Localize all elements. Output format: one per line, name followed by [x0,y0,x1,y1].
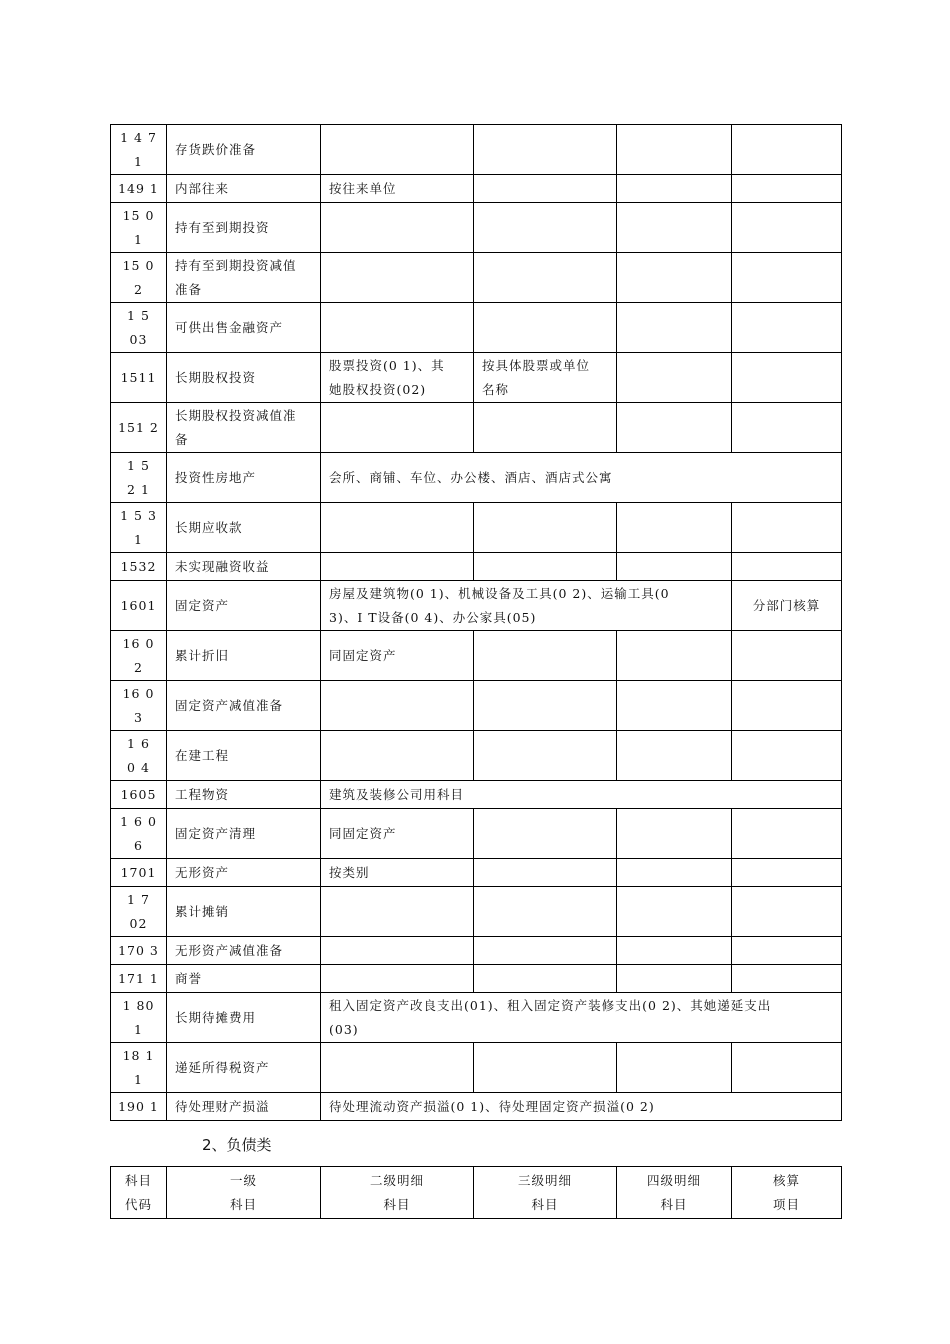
level2-detail: 股票投资(0 1)、其 她股权投资(02) [321,353,474,403]
level3-detail [474,965,617,993]
account-code: 1 7 02 [111,887,167,937]
accounting-item [732,965,842,993]
level2-detail: 建筑及装修公司用科目 [321,781,842,809]
table-row [111,453,842,503]
table-row [111,581,842,631]
account-code: 1601 [111,581,167,631]
table-row [111,175,842,203]
accounting-item [732,125,842,175]
level1-subject: 递延所得税资产 [167,1043,321,1093]
level3-detail [474,681,617,731]
table-row [111,1093,842,1121]
account-code: 1 5 03 [111,303,167,353]
level2-detail: 按类别 [321,859,474,887]
level1-subject: 持有至到期投资减值 准备 [167,253,321,303]
table-row [111,809,842,859]
level4-detail [617,681,732,731]
accounting-item [732,253,842,303]
accounting-item [732,203,842,253]
level3-detail [474,937,617,965]
level4-detail [617,175,732,203]
level4-detail [617,631,732,681]
level2-detail: 租入固定资产改良支出(01)、租入固定资产装修支出(0 2)、其她递延支出 (03) [321,993,842,1043]
level4-detail [617,353,732,403]
account-code: 18 1 1 [111,1043,167,1093]
table-row [111,125,842,175]
level4-detail [617,887,732,937]
table-row [111,731,842,781]
table-row [111,303,842,353]
level1-subject: 在建工程 [167,731,321,781]
account-code: 171 1 [111,965,167,993]
asset-accounts-table [110,124,842,1121]
accounting-item [732,503,842,553]
level3-detail [474,859,617,887]
level1-subject: 工程物资 [167,781,321,809]
account-code: 170 3 [111,937,167,965]
level1-subject: 长期应收款 [167,503,321,553]
account-code: 15 0 2 [111,253,167,303]
account-code: 1605 [111,781,167,809]
accounting-item: 分部门核算 [732,581,842,631]
table-row [111,203,842,253]
accounting-item [732,403,842,453]
level1-subject: 累计折旧 [167,631,321,681]
level3-detail [474,809,617,859]
level4-detail [617,553,732,581]
level4-detail [617,859,732,887]
account-code: 149 1 [111,175,167,203]
level1-subject: 固定资产 [167,581,321,631]
level2-detail: 同固定资产 [321,809,474,859]
account-code: 1511 [111,353,167,403]
level2-detail: 房屋及建筑物(0 1)、机械设备及工具(0 2)、运输工具(0 3)、I T设备(0 4)、办公家具(05) [321,581,732,631]
account-code: 1 80 1 [111,993,167,1043]
account-code: 1 6 0 4 [111,731,167,781]
level4-detail [617,203,732,253]
account-code: 1 6 0 6 [111,809,167,859]
table-row [111,631,842,681]
level1-subject: 未实现融资收益 [167,553,321,581]
liability-header-row [111,1167,842,1219]
level3-detail: 按具体股票或单位 名称 [474,353,617,403]
header-level3: 三级明细 科目 [474,1167,617,1219]
table-row [111,1043,842,1093]
level2-detail: 同固定资产 [321,631,474,681]
level1-subject: 商誉 [167,965,321,993]
accounting-item [732,887,842,937]
accounting-item [732,859,842,887]
level1-subject: 长期股权投资减值准 备 [167,403,321,453]
account-code: 1 5 3 1 [111,503,167,553]
accounting-item [732,681,842,731]
header-accounting-item: 核算 项目 [732,1167,842,1219]
account-code: 1 4 7 1 [111,125,167,175]
level2-detail: 会所、商铺、车位、办公楼、酒店、酒店式公寓 [321,453,842,503]
accounting-item [732,1043,842,1093]
level3-detail [474,887,617,937]
level1-subject: 无形资产减值准备 [167,937,321,965]
header-level4: 四级明细 科目 [617,1167,732,1219]
level2-detail [321,403,474,453]
account-code: 15 0 1 [111,203,167,253]
level4-detail [617,125,732,175]
table-row [111,353,842,403]
table-row [111,553,842,581]
level1-subject: 累计摊销 [167,887,321,937]
level1-subject: 无形资产 [167,859,321,887]
table-row [111,403,842,453]
level3-detail [474,731,617,781]
account-code: 16 0 3 [111,681,167,731]
level2-detail [321,303,474,353]
account-code: 190 1 [111,1093,167,1121]
level2-detail: 按往来单位 [321,175,474,203]
level3-detail [474,503,617,553]
level1-subject: 固定资产清理 [167,809,321,859]
table-row [111,859,842,887]
level4-detail [617,503,732,553]
level3-detail [474,253,617,303]
level2-detail [321,503,474,553]
level3-detail [474,125,617,175]
level1-subject: 固定资产减值准备 [167,681,321,731]
accounting-item [732,303,842,353]
level1-subject: 待处理财产损溢 [167,1093,321,1121]
level2-detail [321,731,474,781]
level2-detail [321,937,474,965]
level2-detail [321,125,474,175]
account-code: 1 5 2 1 [111,453,167,503]
accounting-item [732,353,842,403]
level4-detail [617,731,732,781]
level4-detail [617,303,732,353]
level2-detail [321,253,474,303]
level3-detail [474,403,617,453]
header-code: 科目 代码 [111,1167,167,1219]
level1-subject: 投资性房地产 [167,453,321,503]
accounting-item [732,731,842,781]
level3-detail [474,303,617,353]
account-code: 1532 [111,553,167,581]
accounting-item [732,553,842,581]
level1-subject: 持有至到期投资 [167,203,321,253]
accounting-item [732,937,842,965]
level4-detail [617,965,732,993]
table-row [111,781,842,809]
level2-detail [321,203,474,253]
section-heading-liabilities: 2、负债类 [202,1136,272,1154]
accounting-item [732,809,842,859]
level4-detail [617,809,732,859]
level2-detail [321,1043,474,1093]
header-level2: 二级明细 科目 [321,1167,474,1219]
level1-subject: 长期股权投资 [167,353,321,403]
level1-subject: 可供出售金融资产 [167,303,321,353]
accounting-item [732,175,842,203]
level3-detail [474,553,617,581]
level2-detail [321,887,474,937]
level1-subject: 存货跌价准备 [167,125,321,175]
account-code: 151 2 [111,403,167,453]
table-row [111,965,842,993]
level3-detail [474,175,617,203]
asset-accounts-body [111,125,842,1121]
level4-detail [617,253,732,303]
level2-detail [321,681,474,731]
level4-detail [617,1043,732,1093]
level3-detail [474,203,617,253]
table-row [111,503,842,553]
level2-detail [321,553,474,581]
level2-detail: 待处理流动资产损溢(0 1)、待处理固定资产损溢(0 2) [321,1093,842,1121]
level2-detail [321,965,474,993]
table-row [111,993,842,1043]
level4-detail [617,937,732,965]
level3-detail [474,631,617,681]
account-code: 1701 [111,859,167,887]
table-row [111,887,842,937]
level3-detail [474,1043,617,1093]
level1-subject: 长期待摊费用 [167,993,321,1043]
table-row [111,937,842,965]
accounting-item [732,631,842,681]
table-row [111,253,842,303]
header-level1: 一级 科目 [167,1167,321,1219]
liability-accounts-table [110,1166,842,1219]
table-row [111,681,842,731]
account-code: 16 0 2 [111,631,167,681]
level1-subject: 内部往来 [167,175,321,203]
level4-detail [617,403,732,453]
